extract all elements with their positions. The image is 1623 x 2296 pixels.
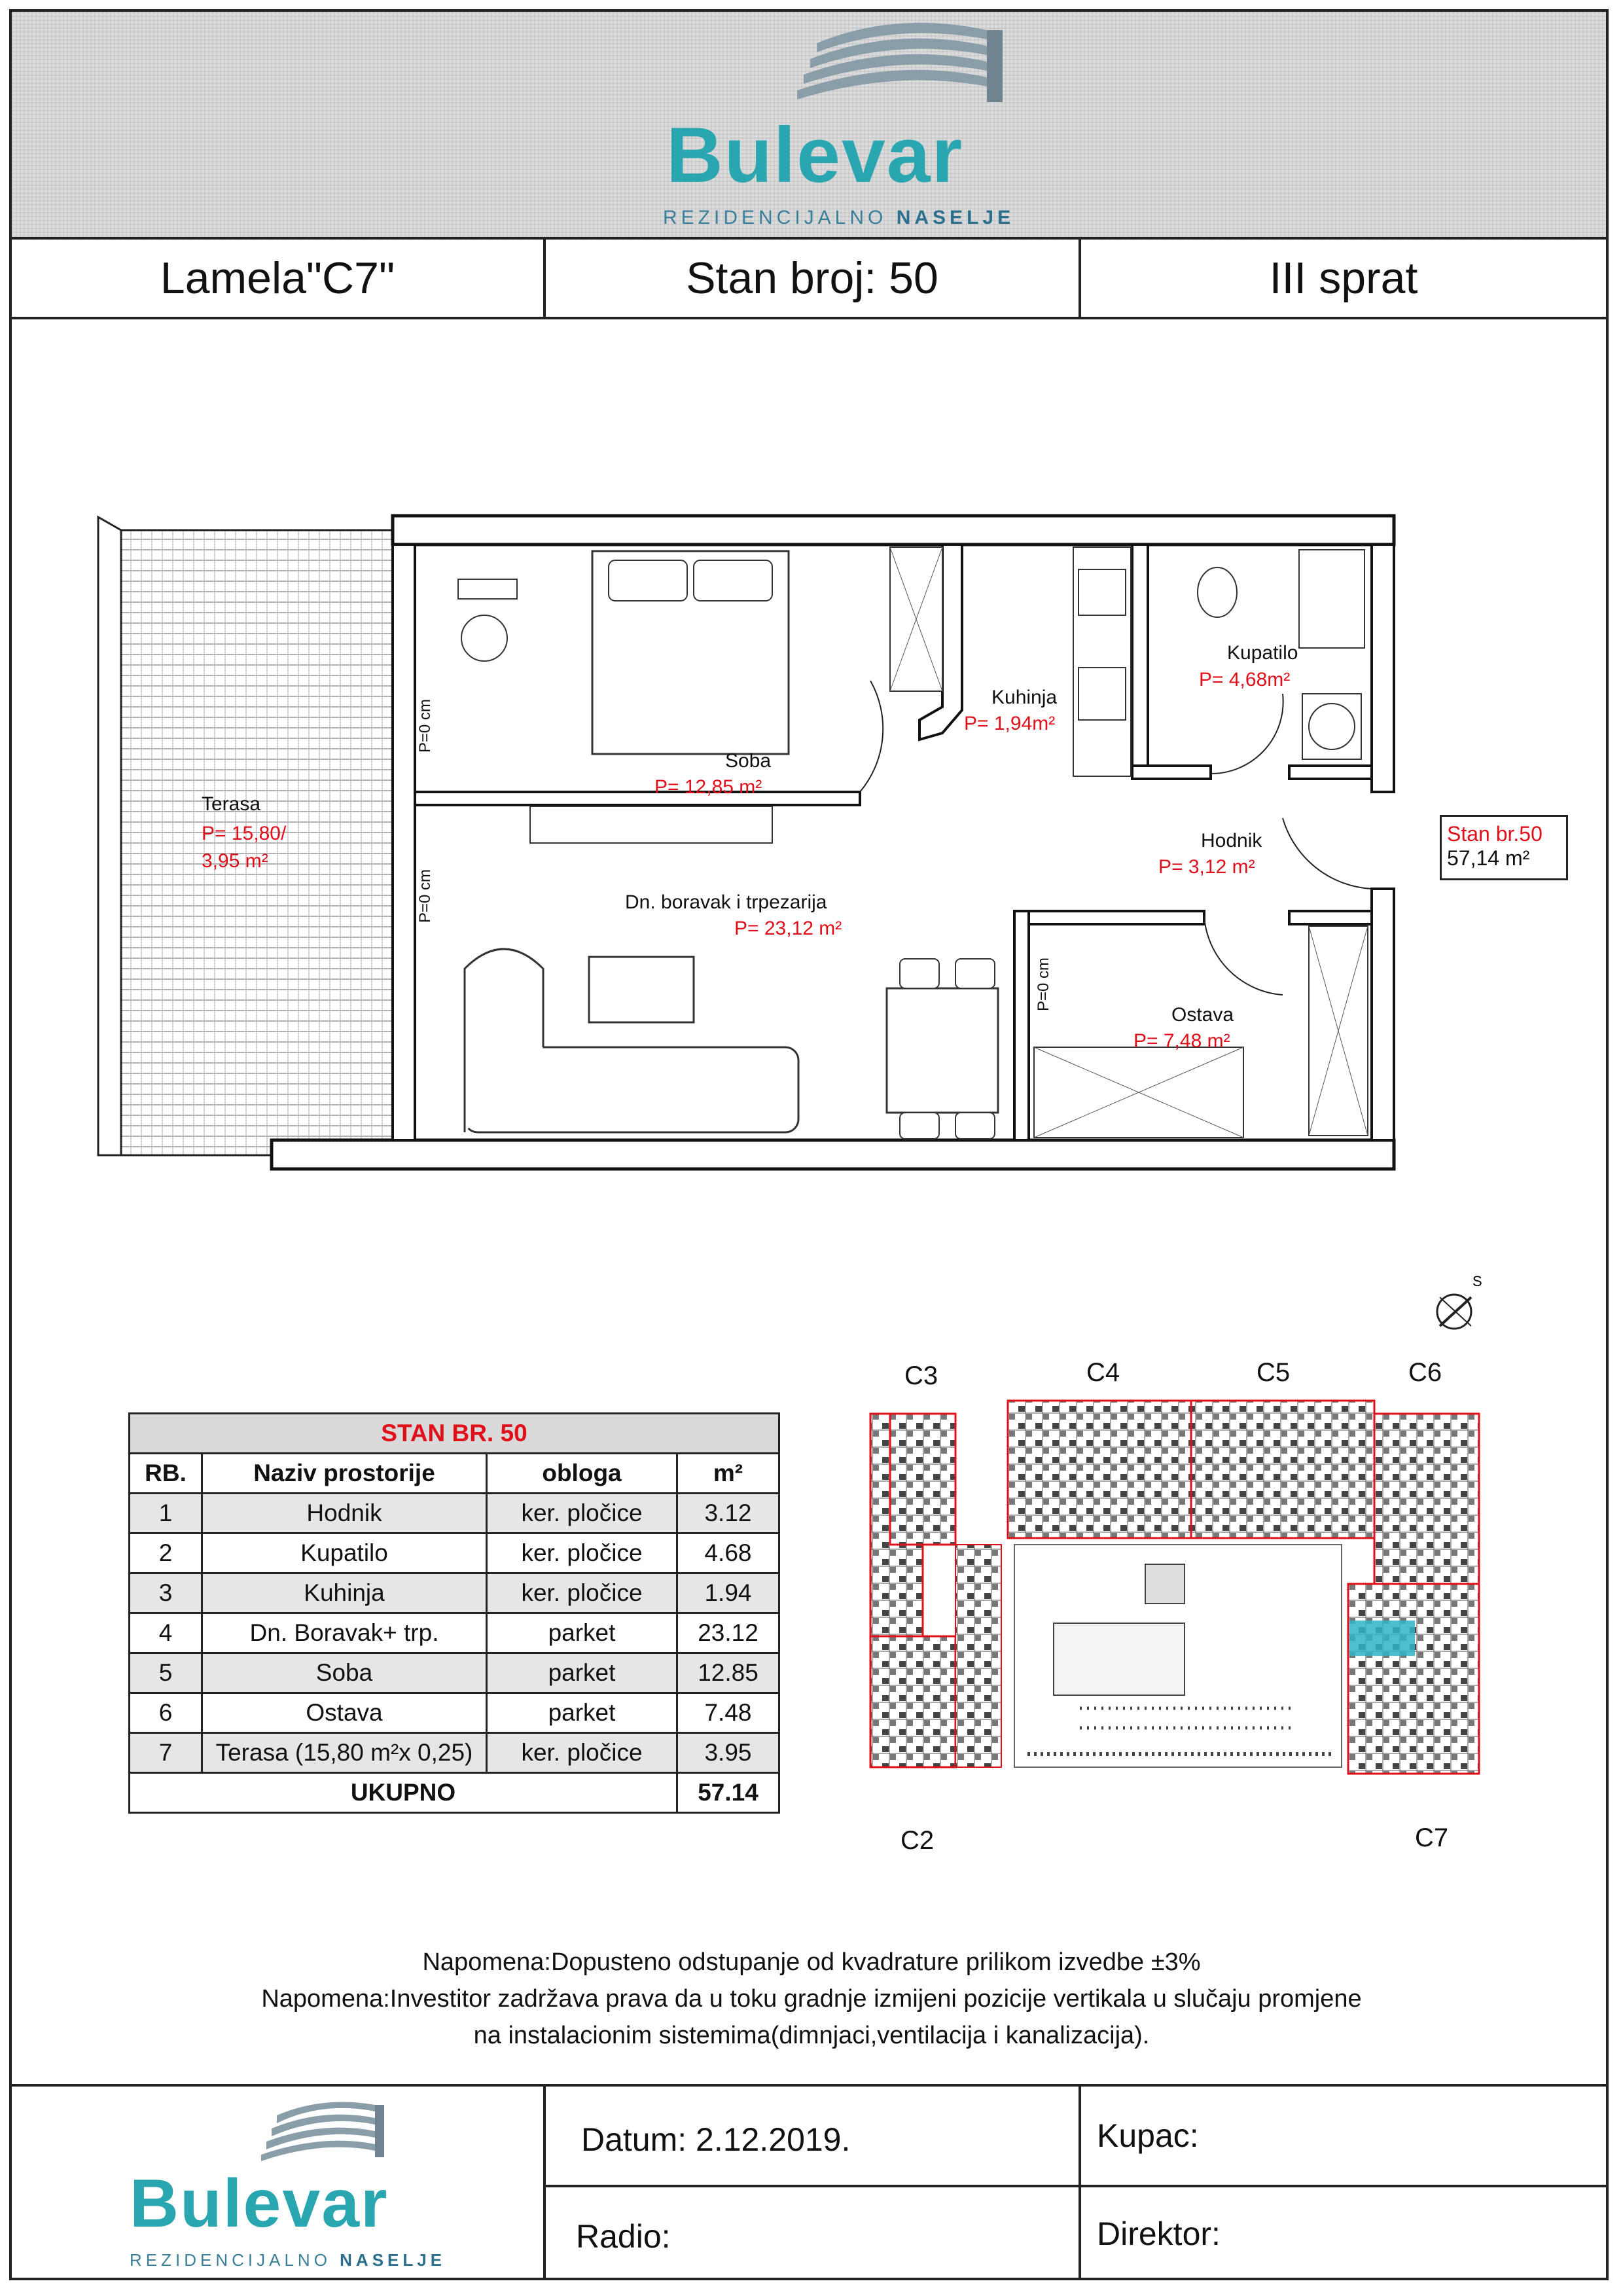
kupatilo-name: Kupatilo [1227, 642, 1298, 664]
page-frame [9, 9, 1609, 2280]
ostava-area: P= 7,48 m² [1133, 1030, 1230, 1052]
cell: 3 [130, 1573, 202, 1613]
terasa-area2: 3,95 m² [202, 850, 268, 872]
cell: 3.95 [677, 1733, 779, 1773]
direktor-label: Direktor: [1097, 2215, 1221, 2252]
col-obloga: obloga [487, 1454, 677, 1494]
cell: 2 [130, 1534, 202, 1573]
kupatilo-area: P= 4,68m² [1199, 669, 1291, 691]
cell: ker. pločice [487, 1494, 677, 1534]
cell: 12.85 [677, 1653, 779, 1693]
radio-label: Radio: [576, 2218, 671, 2255]
note-3: na instalacionim sistemima(dimnjaci,ventilacija i kanalizacija). [473, 2022, 1150, 2049]
cell: parket [487, 1693, 677, 1733]
footer-subtitle-b: NASELJE [340, 2250, 446, 2270]
lamela-c3: C3 [904, 1361, 938, 1390]
note-2: Napomena:Investitor zadržava prava da u toku gradnje izmijeni pozicije vertikala u slučaju promjene [261, 1985, 1362, 2013]
lamela-c6: C6 [1408, 1358, 1442, 1387]
cell: parket [487, 1613, 677, 1653]
stan-box-title: Stan br.50 [1447, 822, 1543, 846]
col-naziv: Naziv prostorije [202, 1454, 487, 1494]
compass-label: S [1472, 1273, 1482, 1289]
p0-label-ostava: P=0 cm [1035, 957, 1052, 1011]
kuhinja-area: P= 1,94m² [964, 713, 1056, 734]
soba-area: P= 12,85 m² [654, 776, 762, 798]
total-label: UKUPNO [130, 1773, 677, 1813]
hodnik-area: P= 3,12 m² [1158, 856, 1255, 878]
terasa-area1: P= 15,80/ [202, 823, 287, 844]
brand-name: Bulevar [666, 111, 964, 199]
lamela-label: Lamela"C7" [160, 253, 395, 303]
cell: Kupatilo [202, 1534, 487, 1573]
cell: 3.12 [677, 1494, 779, 1534]
p0-label-soba: P=0 cm [416, 698, 434, 753]
cell: 1 [130, 1494, 202, 1534]
cell: Soba [202, 1653, 487, 1693]
cell: Terasa (15,80 m²x 0,25) [202, 1733, 487, 1773]
datum-label: Datum: 2.12.2019. [581, 2121, 851, 2158]
col-m2: m² [677, 1454, 779, 1494]
col-rb: RB. [130, 1454, 202, 1494]
cell: ker. pločice [487, 1573, 677, 1613]
cell: Ostava [202, 1693, 487, 1733]
total-value: 57.14 [677, 1773, 779, 1813]
footer-subtitle-a: REZIDENCIJALNO [130, 2250, 331, 2270]
sprat-label: III sprat [1269, 253, 1418, 303]
cell: Kuhinja [202, 1573, 487, 1613]
ostava-name: Ostava [1171, 1004, 1234, 1026]
cell: 4 [130, 1613, 202, 1653]
brand-subtitle-b: NASELJE [896, 207, 1015, 228]
cell: 23.12 [677, 1613, 779, 1653]
footer-brand-name: Bulevar [130, 2166, 389, 2242]
cell: Hodnik [202, 1494, 487, 1534]
stan-box-area: 57,14 m² [1447, 846, 1530, 870]
cell: Dn. Boravak+ trp. [202, 1613, 487, 1653]
cell: 5 [130, 1653, 202, 1693]
lamela-c2: C2 [901, 1826, 935, 1855]
brand-subtitle-a: REZIDENCIJALNO [663, 207, 887, 228]
stan-label: Stan broj: 50 [686, 253, 938, 303]
boravak-area: P= 23,12 m² [734, 918, 842, 939]
boravak-name: Dn. boravak i trpezarija [625, 891, 827, 913]
kupac-label: Kupac: [1097, 2117, 1199, 2154]
cell: 7 [130, 1733, 202, 1773]
cell: 7.48 [677, 1693, 779, 1733]
cell: ker. pločice [487, 1534, 677, 1573]
lamela-c7: C7 [1415, 1823, 1449, 1852]
cell: ker. pločice [487, 1733, 677, 1773]
cell: 6 [130, 1693, 202, 1733]
cell: 1.94 [677, 1573, 779, 1613]
table-title: STAN BR. 50 [130, 1414, 779, 1454]
hodnik-name: Hodnik [1201, 830, 1262, 852]
lamela-c5: C5 [1257, 1358, 1291, 1387]
cell: parket [487, 1653, 677, 1693]
cell: 4.68 [677, 1534, 779, 1573]
p0-label-boravak: P=0 cm [416, 869, 434, 923]
soba-name: Soba [725, 750, 772, 772]
terasa-name: Terasa [202, 793, 261, 815]
note-1: Napomena:Dopusteno odstupanje od kvadrature prilikom izvedbe ±3% [422, 1948, 1201, 1976]
kuhinja-name: Kuhinja [991, 687, 1058, 708]
lamela-c4: C4 [1086, 1358, 1120, 1387]
